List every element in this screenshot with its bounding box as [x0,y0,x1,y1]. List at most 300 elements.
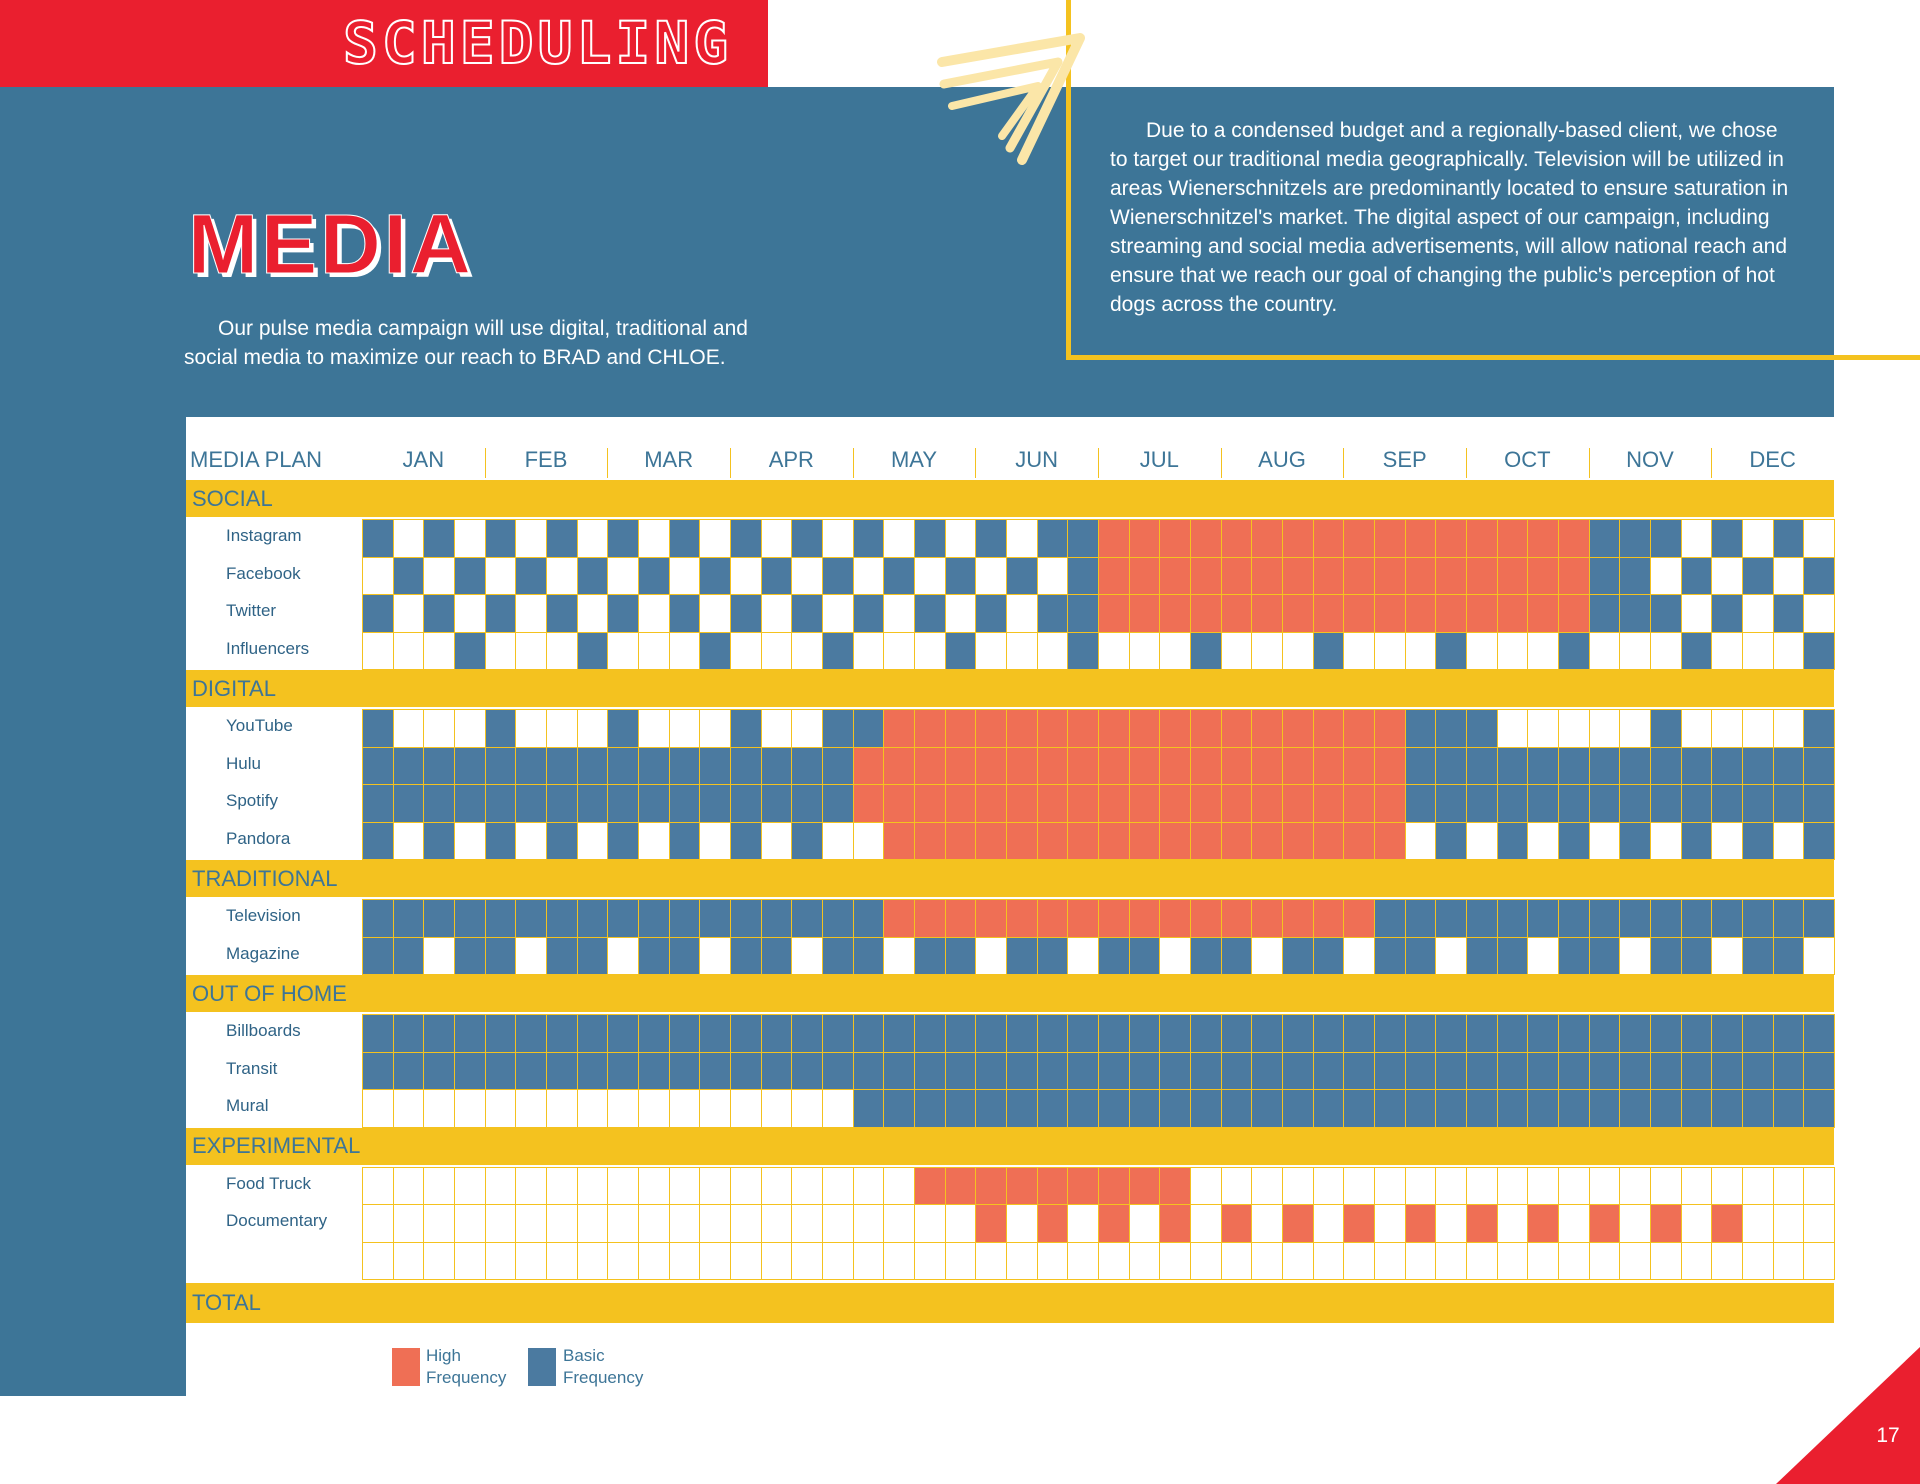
cell-basic-frequency [761,899,793,938]
cell-basic-frequency [1313,632,1345,671]
cell-basic-frequency [1558,1089,1590,1128]
cell-empty [423,1167,455,1206]
cell-basic-frequency [1466,1052,1498,1091]
cell-empty [822,1167,854,1206]
cell-basic-frequency [853,1052,885,1091]
cell-basic-frequency [1558,899,1590,938]
cell-basic-frequency [1466,1089,1498,1128]
cell-basic-frequency [1405,1052,1437,1091]
cell-basic-frequency [607,594,639,633]
cell-basic-frequency [1343,1014,1375,1053]
cell-basic-frequency [393,747,425,786]
cell-empty [1313,1242,1345,1281]
cell-high-frequency [1251,747,1283,786]
cell-empty [1159,632,1191,671]
cell-basic-frequency [638,1052,670,1091]
cell-basic-frequency [945,632,977,671]
cell-basic-frequency [1129,1014,1161,1053]
legend-high-label [426,1345,506,1389]
cell-basic-frequency [853,519,885,558]
cell-empty [1251,632,1283,671]
cell-basic-frequency [607,1052,639,1091]
cell-basic-frequency [1037,594,1069,633]
cell-empty [638,1204,670,1243]
cell-high-frequency [1374,709,1406,748]
cell-basic-frequency [730,899,762,938]
cell-basic-frequency [1405,937,1437,976]
cell-high-frequency [1129,747,1161,786]
cell-empty [607,632,639,671]
media-plan-label: MEDIA PLAN [190,447,323,472]
month-separator [1711,448,1712,478]
cell-basic-frequency [454,557,486,596]
cell-high-frequency [1313,557,1345,596]
cell-empty [1006,1204,1038,1243]
cell-basic-frequency [515,1014,547,1053]
cell-empty [730,1242,762,1281]
total-label: TOTAL [192,1290,261,1315]
cell-empty [1435,937,1467,976]
cell-basic-frequency [1619,519,1651,558]
cell-basic-frequency [638,1014,670,1053]
cell-basic-frequency [546,822,578,861]
cell-empty [853,632,885,671]
cell-basic-frequency [822,1014,854,1053]
cell-empty [485,1204,517,1243]
cell-basic-frequency [699,784,731,823]
cell-high-frequency [1313,899,1345,938]
cell-high-frequency [1098,519,1130,558]
cell-basic-frequency [1067,1089,1099,1128]
cell-empty [853,1242,885,1281]
cell-empty [454,594,486,633]
legend-high-line1: High [426,1346,461,1365]
cell-basic-frequency [485,594,517,633]
cell-basic-frequency [822,632,854,671]
cell-empty [1681,594,1713,633]
cell-high-frequency [1221,784,1253,823]
cell-basic-frequency [607,519,639,558]
cell-high-frequency [1159,519,1191,558]
cell-empty [914,1204,946,1243]
cell-empty [423,557,455,596]
cell-basic-frequency [1405,709,1437,748]
cell-basic-frequency [577,1014,609,1053]
cell-basic-frequency [423,822,455,861]
cell-empty [699,937,731,976]
cell-empty [822,1204,854,1243]
cell-empty [1435,1242,1467,1281]
cell-empty [577,519,609,558]
cell-empty [1742,1204,1774,1243]
cell-empty [853,822,885,861]
cell-high-frequency [1190,594,1222,633]
cell-empty [730,632,762,671]
cell-empty [1037,557,1069,596]
cell-empty [362,632,394,671]
cell-basic-frequency [1803,632,1835,671]
cell-basic-frequency [1773,784,1805,823]
cell-empty [1374,1204,1406,1243]
cell-high-frequency [975,822,1007,861]
cell-high-frequency [1650,1204,1682,1243]
cell-high-frequency [1190,709,1222,748]
cell-basic-frequency [1159,1089,1191,1128]
cell-empty [362,557,394,596]
row-label-hulu: Hulu [226,753,261,773]
cell-basic-frequency [1742,784,1774,823]
cell-basic-frequency [1343,1052,1375,1091]
cell-high-frequency [1313,784,1345,823]
cell-basic-frequency [1803,822,1835,861]
cell-high-frequency [914,1167,946,1206]
cell-basic-frequency [791,1052,823,1091]
cell-empty [423,709,455,748]
cell-basic-frequency [914,594,946,633]
cell-high-frequency [1221,519,1253,558]
cell-high-frequency [1190,519,1222,558]
cell-high-frequency [1313,594,1345,633]
cell-empty [1190,1167,1222,1206]
cell-high-frequency [1343,822,1375,861]
cell-basic-frequency [1159,1014,1191,1053]
cell-empty [423,632,455,671]
cell-empty [1405,632,1437,671]
cell-basic-frequency [485,899,517,938]
cell-basic-frequency [393,937,425,976]
cell-empty [454,1089,486,1128]
cell-basic-frequency [730,1052,762,1091]
cell-empty [1650,557,1682,596]
cell-basic-frequency [577,632,609,671]
cell-high-frequency [1374,784,1406,823]
row-label-food-truck: Food Truck [226,1173,312,1193]
cell-empty [1313,1204,1345,1243]
cell-empty [669,709,701,748]
cell-basic-frequency [1650,784,1682,823]
cell-basic-frequency [1803,709,1835,748]
cell-basic-frequency [1589,747,1621,786]
cell-empty [1650,822,1682,861]
cell-basic-frequency [1313,1052,1345,1091]
cell-high-frequency [1037,1167,1069,1206]
cell-empty [393,519,425,558]
cell-high-frequency [1221,557,1253,596]
cell-basic-frequency [1773,899,1805,938]
cell-high-frequency [853,747,885,786]
cell-empty [730,1167,762,1206]
cell-empty [638,1089,670,1128]
cell-empty [362,1089,394,1128]
cell-high-frequency [1313,709,1345,748]
cell-empty [699,1089,731,1128]
cell-basic-frequency [1742,1089,1774,1128]
cell-high-frequency [1129,594,1161,633]
cell-empty [699,1167,731,1206]
cell-empty [1711,557,1743,596]
cell-basic-frequency [1374,937,1406,976]
cell-empty [1742,519,1774,558]
cell-empty [1405,1167,1437,1206]
cell-basic-frequency [546,747,578,786]
row-label-twitter: Twitter [226,601,277,620]
cell-basic-frequency [485,822,517,861]
cell-basic-frequency [1619,822,1651,861]
section-band-total [186,1283,1834,1323]
cell-basic-frequency [730,519,762,558]
cell-basic-frequency [454,1052,486,1091]
cell-basic-frequency [1067,557,1099,596]
cell-basic-frequency [1589,1014,1621,1053]
cell-high-frequency [1497,519,1529,558]
cell-empty [485,632,517,671]
cell-empty [761,632,793,671]
cell-basic-frequency [1650,709,1682,748]
cell-high-frequency [1190,784,1222,823]
cell-high-frequency [1405,557,1437,596]
cell-basic-frequency [1681,1052,1713,1091]
cell-basic-frequency [1589,594,1621,633]
cell-empty [1006,594,1038,633]
month-header-mar: MAR [644,447,694,472]
cell-high-frequency [1497,557,1529,596]
cell-empty [1159,937,1191,976]
cell-empty [393,594,425,633]
cell-basic-frequency [1282,1052,1314,1091]
cell-basic-frequency [822,709,854,748]
cell-basic-frequency [1650,899,1682,938]
cell-basic-frequency [577,937,609,976]
cell-basic-frequency [1098,1052,1130,1091]
cell-empty [914,632,946,671]
cell-basic-frequency [423,784,455,823]
cell-high-frequency [1159,747,1191,786]
cell-empty [761,1242,793,1281]
cell-high-frequency [883,784,915,823]
cell-basic-frequency [1067,519,1099,558]
cell-basic-frequency [914,1052,946,1091]
cell-empty [1374,1167,1406,1206]
cell-empty [1742,709,1774,748]
cell-basic-frequency [1466,899,1498,938]
cell-basic-frequency [1681,1014,1713,1053]
cell-basic-frequency [423,519,455,558]
cell-basic-frequency [362,937,394,976]
cell-high-frequency [1282,594,1314,633]
cell-basic-frequency [1619,557,1651,596]
cell-empty [393,1242,425,1281]
cell-basic-frequency [393,557,425,596]
cell-high-frequency [945,747,977,786]
cell-high-frequency [1527,1204,1559,1243]
cell-empty [1313,1167,1345,1206]
cell-basic-frequency [1282,1014,1314,1053]
cell-high-frequency [1251,709,1283,748]
cell-empty [1343,632,1375,671]
cell-basic-frequency [945,557,977,596]
cell-empty [1037,632,1069,671]
cell-empty [546,557,578,596]
cell-high-frequency [1466,1204,1498,1243]
cell-basic-frequency [1773,1089,1805,1128]
cell-high-frequency [1006,822,1038,861]
row-label-instagram: Instagram [226,526,302,545]
month-separator [1343,448,1344,478]
legend-basic-label [563,1345,643,1389]
cell-basic-frequency [1589,519,1621,558]
cell-empty [638,632,670,671]
cell-basic-frequency [1681,747,1713,786]
cell-basic-frequency [730,1014,762,1053]
cell-basic-frequency [1405,1014,1437,1053]
cell-basic-frequency [1589,899,1621,938]
cell-high-frequency [1527,594,1559,633]
cell-basic-frequency [669,747,701,786]
cell-basic-frequency [1190,1014,1222,1053]
cell-basic-frequency [362,747,394,786]
cell-empty [1681,519,1713,558]
cell-basic-frequency [1742,822,1774,861]
cell-basic-frequency [853,1014,885,1053]
cell-empty [1282,1167,1314,1206]
cell-empty [638,594,670,633]
cell-empty [423,1089,455,1128]
cell-empty [1067,1242,1099,1281]
cell-basic-frequency [1650,519,1682,558]
cell-high-frequency [1037,822,1069,861]
cell-basic-frequency [914,519,946,558]
cell-empty [577,594,609,633]
cell-empty [393,1204,425,1243]
cell-high-frequency [1129,1167,1161,1206]
cell-high-frequency [1466,594,1498,633]
cell-basic-frequency [1067,1052,1099,1091]
cell-empty [454,822,486,861]
cell-high-frequency [1313,747,1345,786]
cell-basic-frequency [669,594,701,633]
cell-basic-frequency [1497,937,1529,976]
cell-basic-frequency [362,784,394,823]
cell-empty [423,1204,455,1243]
cell-high-frequency [945,899,977,938]
cell-basic-frequency [1251,1014,1283,1053]
cell-basic-frequency [761,937,793,976]
cell-high-frequency [1313,822,1345,861]
cell-basic-frequency [1313,937,1345,976]
cell-high-frequency [1589,1204,1621,1243]
cell-empty [1711,937,1743,976]
cell-empty [1497,1167,1529,1206]
cell-empty [761,1167,793,1206]
cell-empty [1006,632,1038,671]
cell-basic-frequency [362,594,394,633]
description-text: Due to a condensed budget and a regionally-based client, we chose to target our traditional media geographically. Television will be utilized in areas Wienerschnitzels are predominantly located to ensure saturation in Wienerschnitzel's market. The digital aspect of our campaign, including streaming and social media advertisements, will allow national reach and ensure that we reach our goal of changing the public's perception of hot dogs across the country. [1110,119,1789,316]
cell-empty [454,1242,486,1281]
cell-high-frequency [1558,557,1590,596]
cell-empty [577,1167,609,1206]
cell-basic-frequency [1435,632,1467,671]
cell-basic-frequency [1773,1052,1805,1091]
cell-high-frequency [1129,519,1161,558]
cell-high-frequency [1098,557,1130,596]
cell-empty [638,1242,670,1281]
cell-basic-frequency [362,709,394,748]
cell-basic-frequency [1037,1089,1069,1128]
cell-basic-frequency [975,1052,1007,1091]
cell-basic-frequency [669,519,701,558]
cell-basic-frequency [1466,1014,1498,1053]
cell-basic-frequency [1098,937,1130,976]
cell-high-frequency [975,709,1007,748]
cell-empty [515,937,547,976]
cell-empty [761,1089,793,1128]
cell-empty [1251,1242,1283,1281]
cell-basic-frequency [423,899,455,938]
cell-empty [791,1167,823,1206]
cell-empty [577,1242,609,1281]
cell-empty [883,937,915,976]
cell-empty [791,937,823,976]
cell-empty [945,594,977,633]
cell-empty [454,709,486,748]
cell-basic-frequency [822,747,854,786]
cell-basic-frequency [393,1052,425,1091]
cell-basic-frequency [1681,822,1713,861]
cell-basic-frequency [1098,1014,1130,1053]
cell-high-frequency [1405,594,1437,633]
cell-basic-frequency [454,937,486,976]
cell-basic-frequency [791,519,823,558]
cell-basic-frequency [1221,1052,1253,1091]
cell-basic-frequency [607,709,639,748]
cell-high-frequency [1282,747,1314,786]
month-header-jul: JUL [1139,447,1179,472]
cell-basic-frequency [546,784,578,823]
cell-empty [1803,519,1835,558]
cell-empty [791,1089,823,1128]
cell-high-frequency [1221,594,1253,633]
row-label-spotify: Spotify [226,791,278,810]
cell-empty [1129,632,1161,671]
month-header-jun: JUN [1015,447,1059,472]
cell-basic-frequency [607,784,639,823]
cell-empty [577,1089,609,1128]
cell-empty [393,822,425,861]
cell-basic-frequency [1343,1089,1375,1128]
cell-empty [945,519,977,558]
cell-empty [1803,1167,1835,1206]
month-separator [975,448,976,478]
cell-empty [883,1167,915,1206]
cell-basic-frequency [1129,1089,1161,1128]
cell-basic-frequency [577,899,609,938]
cell-basic-frequency [1803,784,1835,823]
cell-basic-frequency [485,1052,517,1091]
cell-high-frequency [1343,594,1375,633]
cell-basic-frequency [1190,1052,1222,1091]
cell-empty [975,632,1007,671]
page-number: 17 [1876,1424,1900,1447]
cell-high-frequency [945,822,977,861]
cell-empty [577,1204,609,1243]
cell-high-frequency [1343,1204,1375,1243]
cell-empty [515,594,547,633]
month-header-sep: SEP [1382,447,1427,472]
cell-empty [1558,709,1590,748]
cell-empty [362,1167,394,1206]
cell-empty [669,1204,701,1243]
month-separator [1098,448,1099,478]
